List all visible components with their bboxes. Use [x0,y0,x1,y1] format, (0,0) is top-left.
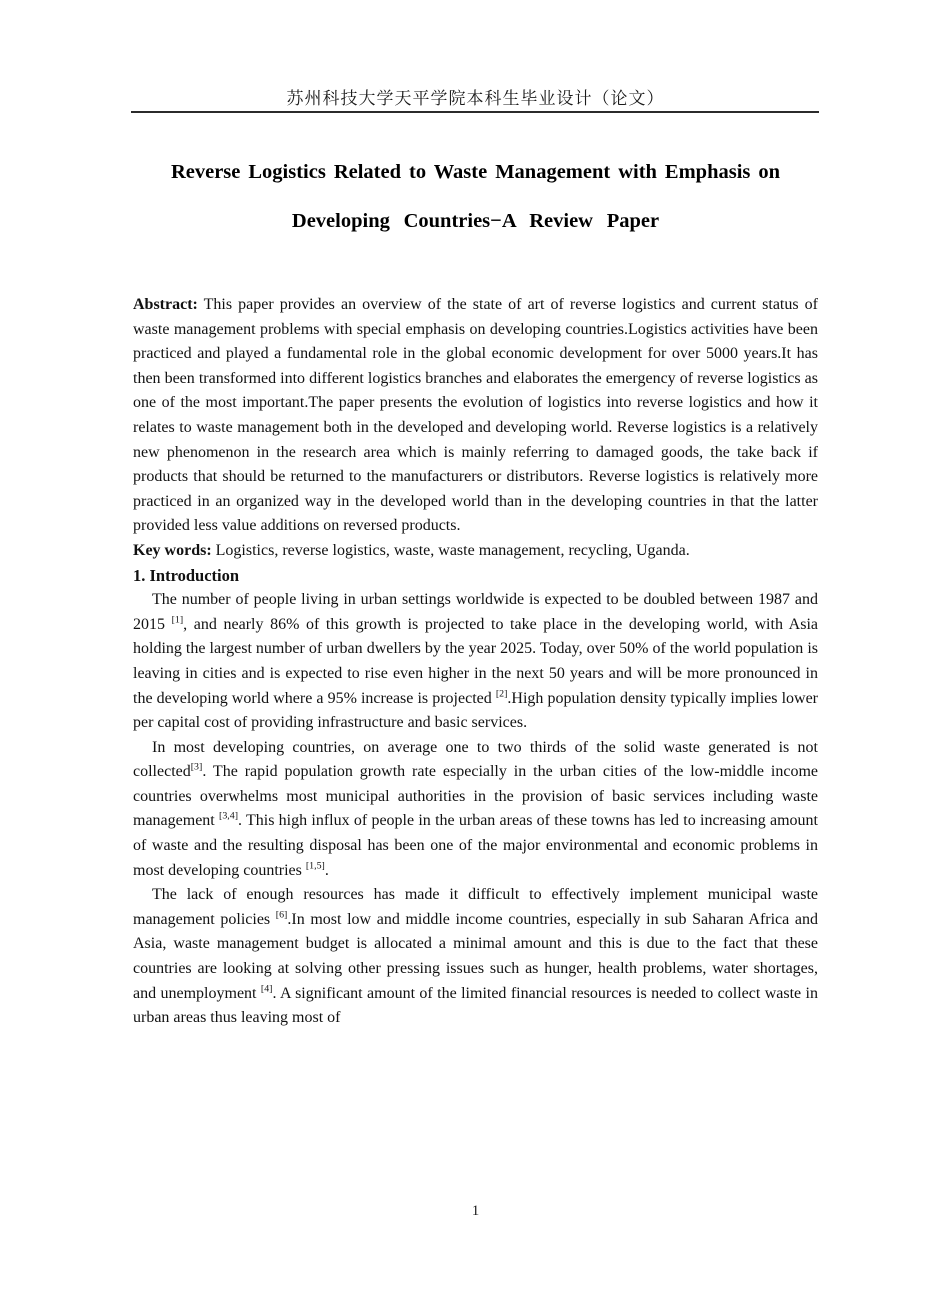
page-number: 1 [471,1203,480,1219]
introduction-paragraph-1: The number of people living in urban settings worldwide is expected to be doubled between 1987 and 2015 [1], and nearly 86% of this growth is projected to take place in the developing world, with Asia holding the largest number of urban dwellers by the year 2025. Today, over 50% of the world population is leaving in cities and is expected to rise even higher in the next 50 years and will be more pronounced in the developing world where a 95% increase is projected [2].High population density typically implies lower per capital cost of providing infrastructure and basic services. [133,591,818,732]
introduction-paragraph-2: In most developing countries, on average one to two thirds of the solid waste generated is not collected[3]. The rapid population growth rate especially in the urban cities of the low-middle income countries overwhelms most municipal authorities in the provision of basic services including waste management [3,4]. This high influx of people in the urban areas of these towns has led to increasing amount of waste and the resulting disposal has been one of the major environmental and economic problems in most developing countries [1,5]. [133,738,818,879]
abstract-text: This paper provides an overview of the state of art of reverse logistics and current status of waste management problems with special emphasis on developing countries.Logistics activities have been practiced and played a fundamental role in the global economic development for over 5000 years.It has then been transformed into different logistics branches and elaborates the emergency of reverse logistics as one of the most important.The paper presents the evolution of logistics into reverse logistics and how it relates to waste management both in the developed and developing world. Reverse logistics is a relatively new phenomenon in the research area which is mainly referring to damaged goods, the take back if products that should be returned to the manufacturers or distributors. Reverse logistics is relatively more practiced in an organized way in the developed world than in the developing countries in that the latter provided less value additions on reversed products. [133,296,818,535]
introduction-paragraph-3: The lack of enough resources has made it difficult to effectively implement municipal waste management policies [6].In most low and middle income countries, especially in sub Saharan Africa and Asia, waste management budget is allocated a minimal amount and this is due to the fact that these countries are looking at solving other pressing issues such as hunger, health problems, water shortages, and unemployment [4]. A significant amount of the limited financial resources is needed to collect waste in urban areas thus leaving most of [133,886,818,1027]
paper-title [133,148,818,246]
keywords-text: Logistics, reverse logistics, waste, waste management, recycling, Uganda. [211,541,690,559]
paper-title-line2: Developing Countries−A Review Paper [291,210,660,232]
paper-title-line1: Reverse Logistics Related to Waste Management with Emphasis on [170,161,781,183]
abstract-label: Abstract: [133,296,198,313]
body-copy [133,293,818,1031]
keywords-label: Key words: [133,541,212,559]
section-heading-introduction: 1. Introduction [133,565,240,585]
running-head: 苏州科技大学天平学院本科生毕业设计（论文） [286,89,665,108]
keywords-line [133,539,818,564]
abstract-paragraph [133,293,818,539]
header-rule [131,111,819,113]
